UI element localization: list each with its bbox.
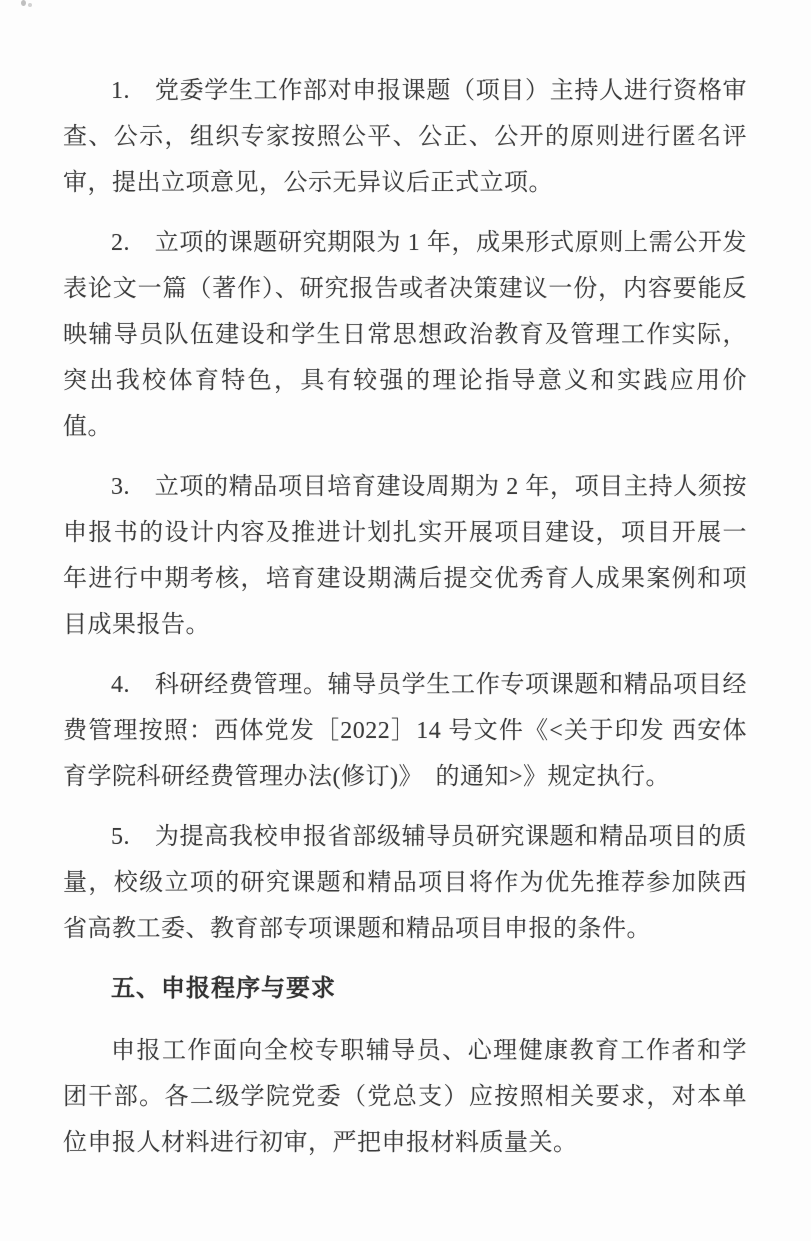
section-heading: 五、申报程序与要求 [111,976,336,1002]
paragraph-item-4: 4. 科研经费管理。辅导员学生工作专项课题和精品项目经费管理按照：西体党发［2022］14 号文件《<关于印发 西安体育学院科研经费管理办法(修订)》 的通知>》规定执行。 [63,672,747,790]
paragraph-item-2: 2. 立项的课题研究期限为 1 年，成果形式原则上需公开发表论文一篇（著作）、研究报告或者决策建议一份，内容要能反映辅导员队伍建设和学生日常思想政治教育及管理工作实际，突出我校体育特色，具有较强的理论指导意义和实践应用价值。 [63,230,747,440]
scan-artifact-speck [28,3,32,7]
paragraph-item-5: 5. 为提高我校申报省部级辅导员研究课题和精品项目的质量，校级立项的研究课题和精品项目将作为优先推荐参加陕西省高教工委、教育部专项课题和精品项目申报的条件。 [63,824,747,942]
paragraph-item-3: 3. 立项的精品项目培育建设周期为 2 年，项目主持人须按申报书的设计内容及推进计划扎实开展项目建设，项目开展一年进行中期考核，培育建设期满后提交优秀育人成果案例和项目成果报告。 [63,474,747,638]
scan-artifact-speck [21,0,26,6]
paragraph-application-procedure: 申报工作面向全校专职辅导员、心理健康教育工作者和学团干部。各二级学院党委（党总支）应按照相关要求，对本单位申报人材料进行初审，严把申报材料质量关。 [63,1038,747,1156]
paragraph-item-1: 1. 党委学生工作部对申报课题（项目）主持人进行资格审查、公示，组织专家按照公平、公正、公开的原则进行匿名评审，提出立项意见，公示无异议后正式立项。 [63,78,747,196]
